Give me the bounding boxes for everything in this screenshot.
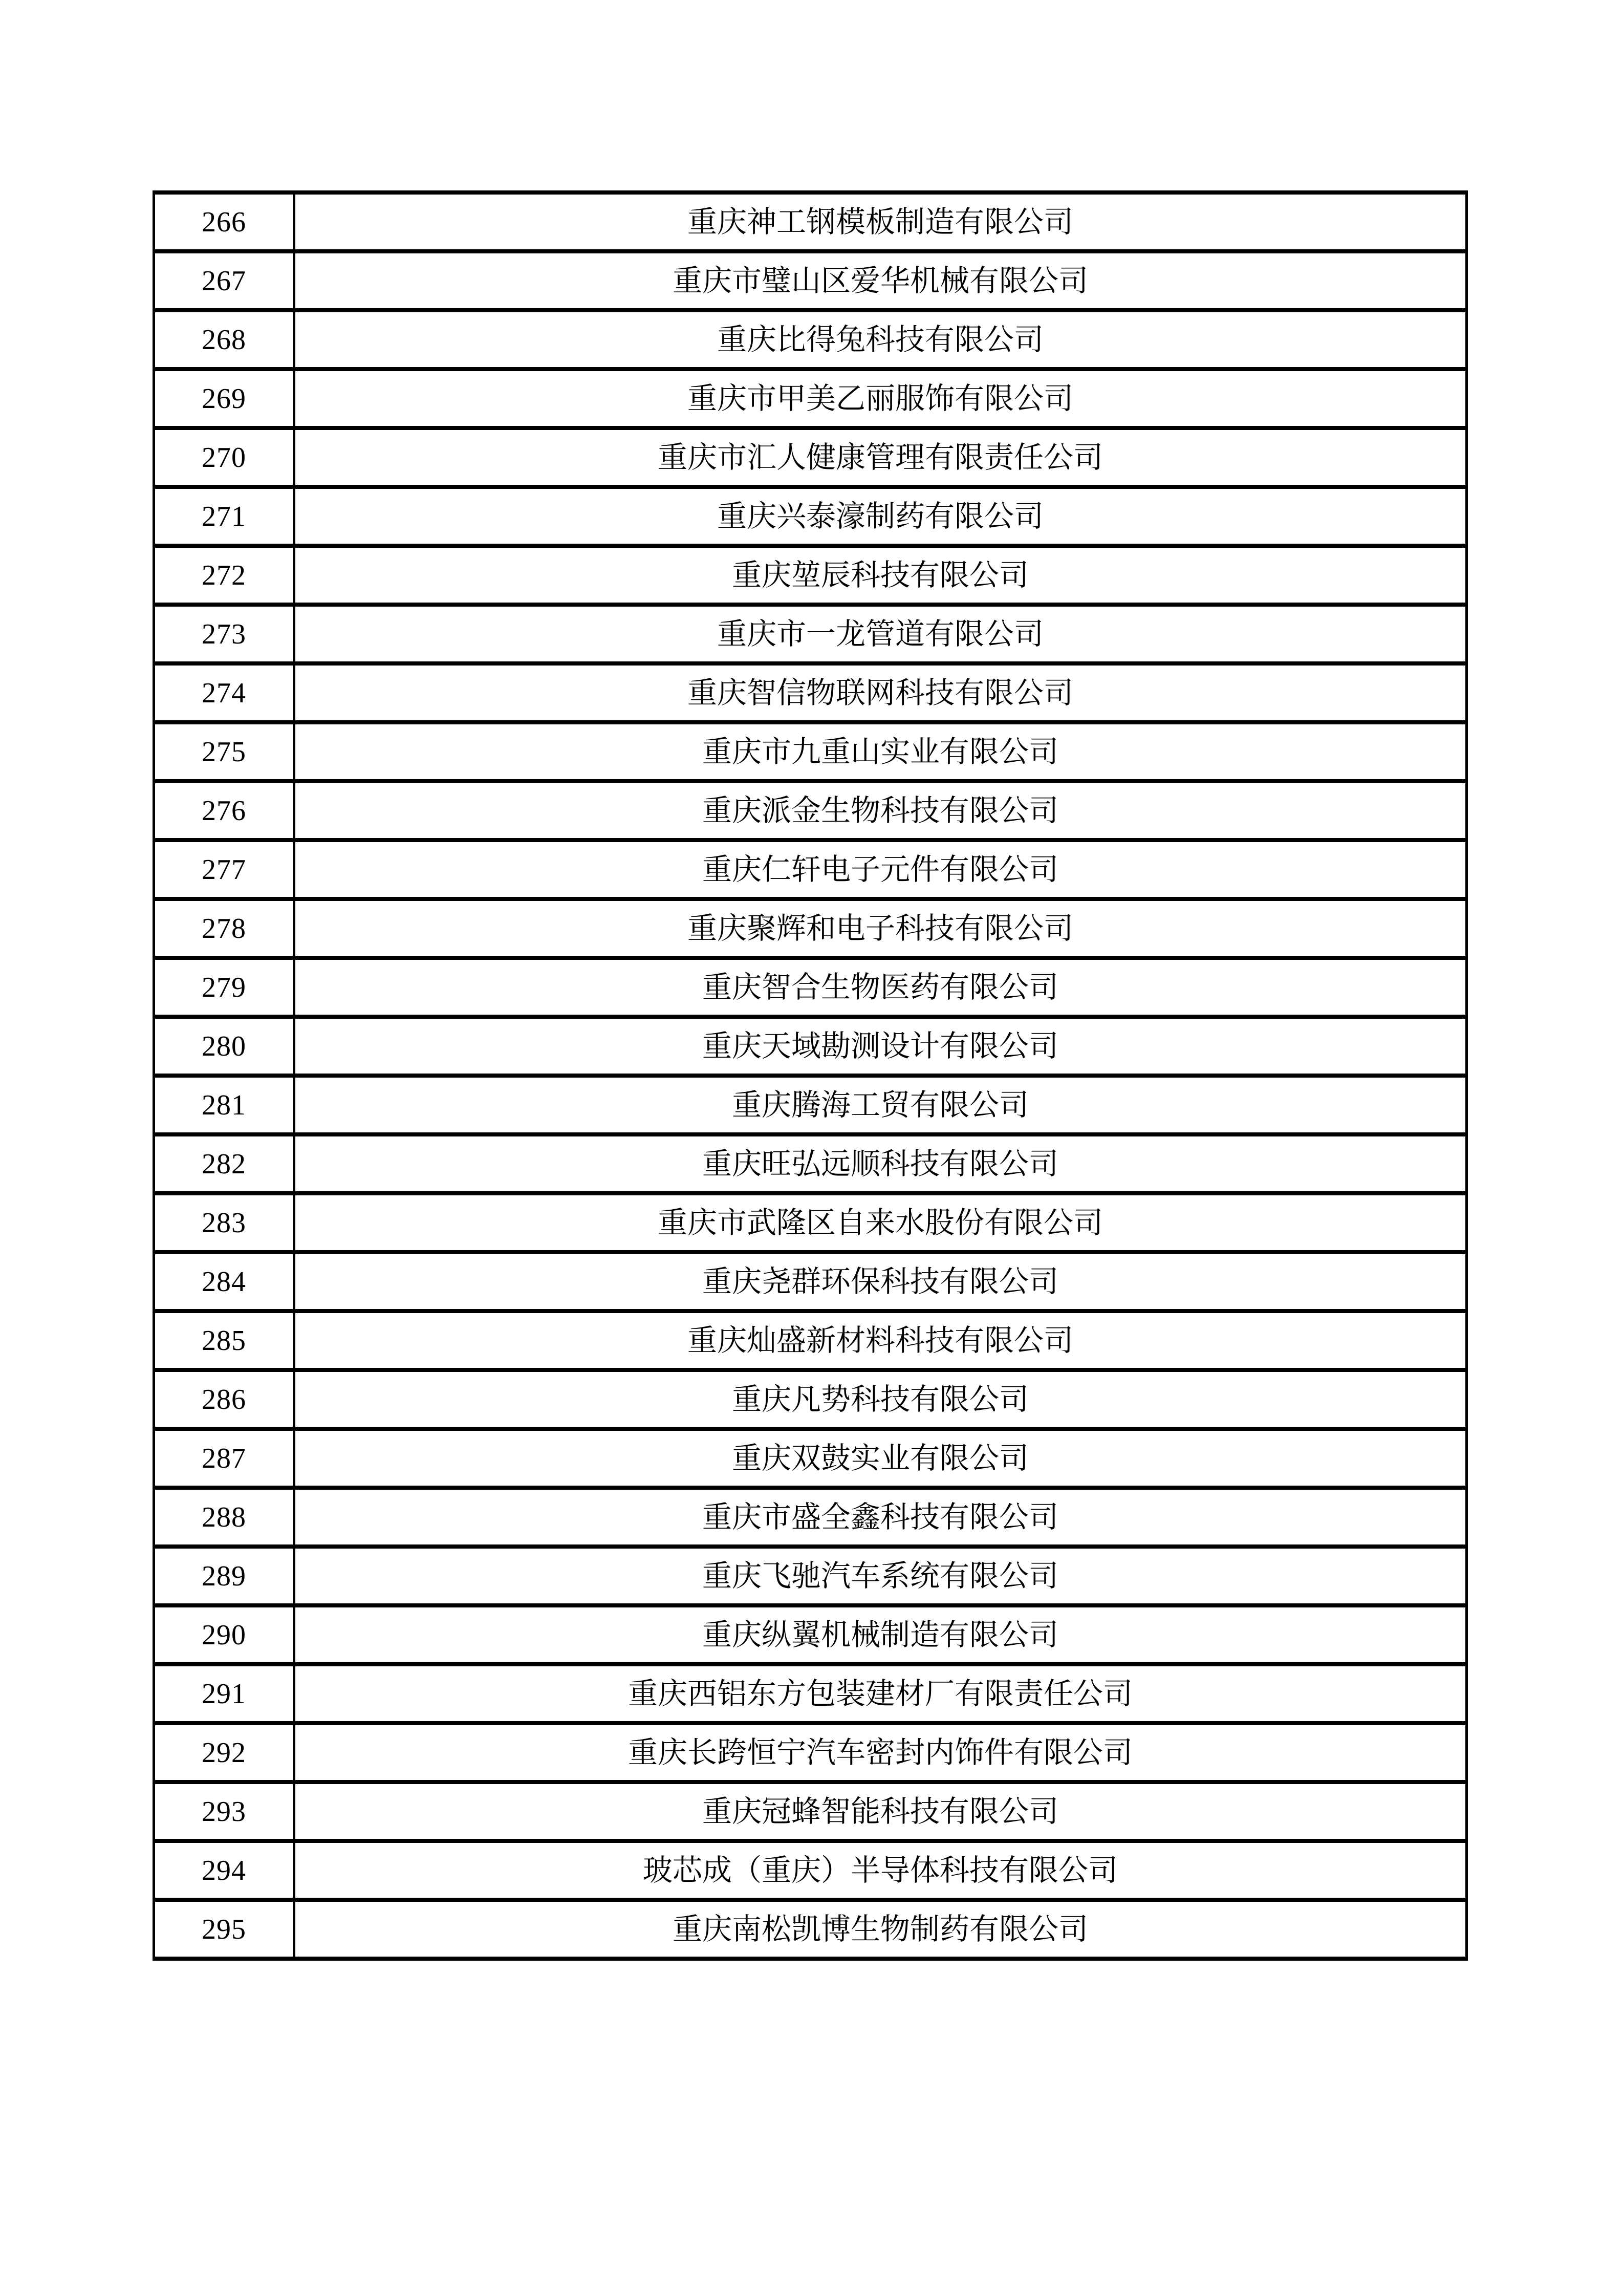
company-name: 重庆旺弘远顺科技有限公司 <box>294 1134 1467 1193</box>
table-row <box>154 899 1467 958</box>
table-row <box>154 1782 1467 1841</box>
row-index: 280 <box>154 1017 294 1076</box>
row-index: 269 <box>154 369 294 428</box>
table-row <box>154 1547 1467 1605</box>
row-index: 287 <box>154 1429 294 1488</box>
company-name: 重庆市武隆区自来水股份有限公司 <box>294 1193 1467 1252</box>
row-index: 270 <box>154 428 294 487</box>
table-row <box>154 1193 1467 1252</box>
company-name: 重庆长跨恒宁汽车密封内饰件有限公司 <box>294 1723 1467 1782</box>
row-index: 279 <box>154 958 294 1017</box>
row-index: 295 <box>154 1900 294 1959</box>
table-row <box>154 1841 1467 1900</box>
company-name: 重庆市甲美乙丽服饰有限公司 <box>294 369 1467 428</box>
row-index: 275 <box>154 722 294 781</box>
row-index: 292 <box>154 1723 294 1782</box>
table-row <box>154 546 1467 605</box>
row-index: 266 <box>154 192 294 251</box>
table-row <box>154 1488 1467 1547</box>
table-row <box>154 1723 1467 1782</box>
company-name: 重庆腾海工贸有限公司 <box>294 1076 1467 1134</box>
table-row <box>154 192 1467 251</box>
row-index: 290 <box>154 1605 294 1664</box>
company-name: 重庆冠蜂智能科技有限公司 <box>294 1782 1467 1841</box>
row-index: 281 <box>154 1076 294 1134</box>
row-index: 291 <box>154 1664 294 1723</box>
company-name: 重庆神工钢模板制造有限公司 <box>294 192 1467 251</box>
row-index: 288 <box>154 1488 294 1547</box>
table-row <box>154 251 1467 310</box>
table-row <box>154 1370 1467 1429</box>
table-row <box>154 663 1467 722</box>
company-name: 重庆市九重山实业有限公司 <box>294 722 1467 781</box>
company-name: 玻芯成（重庆）半导体科技有限公司 <box>294 1841 1467 1900</box>
table-row <box>154 1900 1467 1959</box>
row-index: 272 <box>154 546 294 605</box>
company-name: 重庆市璧山区爱华机械有限公司 <box>294 251 1467 310</box>
table-row <box>154 605 1467 663</box>
company-name: 重庆市盛全鑫科技有限公司 <box>294 1488 1467 1547</box>
row-index: 289 <box>154 1547 294 1605</box>
company-name: 重庆灿盛新材料科技有限公司 <box>294 1311 1467 1370</box>
company-name: 重庆纵翼机械制造有限公司 <box>294 1605 1467 1664</box>
company-name: 重庆飞驰汽车系统有限公司 <box>294 1547 1467 1605</box>
table-row <box>154 1311 1467 1370</box>
table-row <box>154 1017 1467 1076</box>
row-index: 282 <box>154 1134 294 1193</box>
company-table-body <box>154 192 1467 1959</box>
row-index: 294 <box>154 1841 294 1900</box>
row-index: 284 <box>154 1252 294 1311</box>
company-name: 重庆堃辰科技有限公司 <box>294 546 1467 605</box>
company-name: 重庆智合生物医药有限公司 <box>294 958 1467 1017</box>
table-row <box>154 781 1467 840</box>
company-name: 重庆双鼓实业有限公司 <box>294 1429 1467 1488</box>
table-row <box>154 1605 1467 1664</box>
table-row <box>154 722 1467 781</box>
row-index: 274 <box>154 663 294 722</box>
company-name: 重庆西铝东方包装建材厂有限责任公司 <box>294 1664 1467 1723</box>
company-table <box>153 190 1468 1961</box>
row-index: 276 <box>154 781 294 840</box>
company-name: 重庆凡势科技有限公司 <box>294 1370 1467 1429</box>
row-index: 286 <box>154 1370 294 1429</box>
row-index: 273 <box>154 605 294 663</box>
table-row <box>154 1076 1467 1134</box>
company-name: 重庆市汇人健康管理有限责任公司 <box>294 428 1467 487</box>
company-name: 重庆兴泰濠制药有限公司 <box>294 487 1467 546</box>
company-name: 重庆智信物联网科技有限公司 <box>294 663 1467 722</box>
table-row <box>154 1252 1467 1311</box>
row-index: 268 <box>154 310 294 369</box>
table-row <box>154 958 1467 1017</box>
company-name: 重庆聚辉和电子科技有限公司 <box>294 899 1467 958</box>
row-index: 277 <box>154 840 294 899</box>
row-index: 271 <box>154 487 294 546</box>
row-index: 293 <box>154 1782 294 1841</box>
company-name: 重庆天域勘测设计有限公司 <box>294 1017 1467 1076</box>
company-name: 重庆比得兔科技有限公司 <box>294 310 1467 369</box>
company-name: 重庆仁轩电子元件有限公司 <box>294 840 1467 899</box>
table-row <box>154 369 1467 428</box>
table-row <box>154 1664 1467 1723</box>
company-name: 重庆南松凯博生物制药有限公司 <box>294 1900 1467 1959</box>
table-row <box>154 428 1467 487</box>
row-index: 285 <box>154 1311 294 1370</box>
row-index: 283 <box>154 1193 294 1252</box>
table-row <box>154 487 1467 546</box>
company-name: 重庆尧群环保科技有限公司 <box>294 1252 1467 1311</box>
table-row <box>154 310 1467 369</box>
table-row <box>154 840 1467 899</box>
row-index: 278 <box>154 899 294 958</box>
company-name: 重庆市一龙管道有限公司 <box>294 605 1467 663</box>
row-index: 267 <box>154 251 294 310</box>
table-row <box>154 1429 1467 1488</box>
company-name: 重庆派金生物科技有限公司 <box>294 781 1467 840</box>
table-row <box>154 1134 1467 1193</box>
